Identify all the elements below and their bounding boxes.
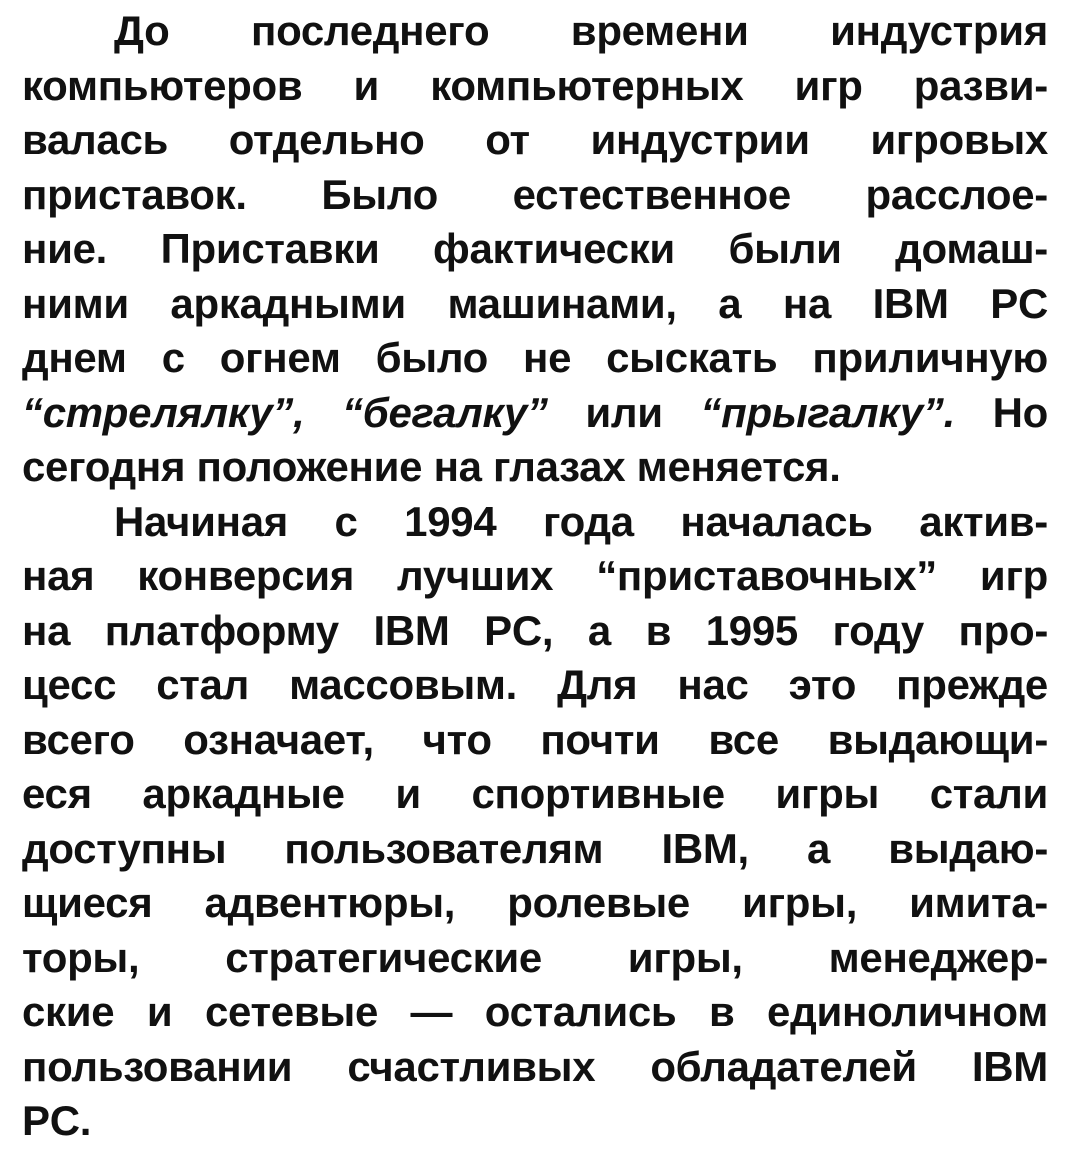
text-line: торы, стратегические игры, менеджер- bbox=[22, 933, 1048, 981]
document-page bbox=[22, 4, 1048, 1149]
connector-word: или bbox=[585, 388, 663, 436]
text-line: Начиная с 1994 года началась актив- bbox=[114, 497, 1048, 545]
text-line: ними аркадными машинами, а на IBM PC bbox=[22, 279, 1048, 327]
text-line: ние. Приставки фактически были домаш- bbox=[22, 225, 1048, 272]
text-line: щиеся адвентюры, ролевые игры, имита- bbox=[22, 879, 1048, 926]
text-line: днем с огнем было не сыскать приличную bbox=[22, 334, 1048, 381]
text-line: валась отдельно от индустрии игровых bbox=[22, 116, 1048, 163]
text-line: ная конверсия лучших “приставочных” игр bbox=[22, 552, 1048, 599]
text-line: цесс стал массовым. Для нас это прежде bbox=[22, 661, 1048, 708]
trailing-word: Но bbox=[992, 388, 1049, 436]
paragraph-1 bbox=[22, 4, 1048, 495]
text-line: доступны пользователям IBM, а выдаю- bbox=[22, 824, 1048, 872]
text-line-quoted bbox=[22, 386, 1048, 441]
text-line: пользовании счастливых обладателей IBM bbox=[22, 1042, 1048, 1090]
quoted-word: “стрелялку”, bbox=[22, 388, 305, 436]
text-line: на платформу IBM PC, а в 1995 году про- bbox=[22, 606, 1048, 654]
quoted-word: “бегалку” bbox=[342, 388, 548, 436]
text-line: До последнего времени индустрия bbox=[114, 7, 1048, 54]
paragraph-2 bbox=[22, 495, 1048, 1149]
text-line: еся аркадные и спортивные игры стали bbox=[22, 770, 1048, 817]
text-segment: всего означает, что почти bbox=[22, 715, 660, 763]
text-line: приставок. Было естественное расслое- bbox=[22, 170, 1048, 218]
text-line: PC. bbox=[22, 1097, 92, 1144]
text-line-emphasis bbox=[22, 713, 1048, 768]
emphasized-word: все bbox=[708, 715, 779, 763]
text-line: ские и сетевые — остались в единоличном bbox=[22, 988, 1048, 1035]
text-line: сегодня положение на глазах меняется. bbox=[22, 443, 841, 490]
quoted-word: “прыгалку”. bbox=[700, 388, 956, 436]
text-line: компьютеров и компьютерных игр разви- bbox=[22, 61, 1048, 109]
text-segment: выдающи- bbox=[827, 715, 1049, 763]
